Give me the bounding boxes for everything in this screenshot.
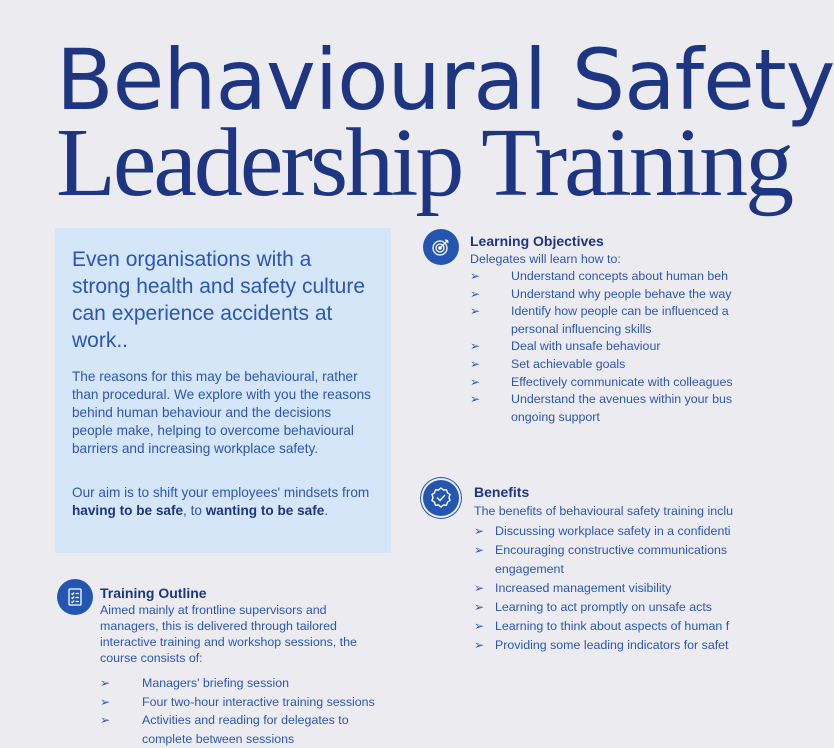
training-outline-list — [100, 674, 400, 748]
benefits-title: Benefits — [474, 484, 529, 500]
training-outline-subtitle: Aimed mainly at frontline supervisors and managers, this is delivered through tailored interactive training and workshop sessions, the course consists of: — [100, 602, 372, 666]
learning-objectives-list — [470, 268, 740, 426]
aim-emphasis-wanting: wanting to be safe — [206, 503, 325, 518]
check-badge-icon — [423, 480, 459, 516]
benefits-list — [474, 522, 739, 655]
bullet-arrow-icon: ➢ — [470, 286, 480, 304]
bullet-arrow-icon: ➢ — [474, 579, 484, 598]
aim-text-prefix: Our aim is to shift your employees' mindsets from — [72, 485, 369, 500]
intro-paragraph-aim — [72, 484, 372, 520]
bullet-arrow-icon: ➢ — [100, 693, 110, 712]
bullet-arrow-icon: ➢ — [474, 541, 484, 560]
target-icon — [423, 229, 459, 265]
bullet-arrow-icon: ➢ — [470, 374, 480, 392]
page-title-line-1: Behavioural Safety — [56, 30, 834, 130]
list-item: ➢ Discussing workplace safety in a confidenti — [474, 522, 739, 541]
list-item: ➢ Learning to act promptly on unsafe acts — [474, 598, 739, 617]
bullet-arrow-icon: ➢ — [470, 303, 480, 321]
list-item-continuation: personal influencing skills — [470, 321, 740, 339]
list-item: ➢ Effectively communicate with colleagues — [470, 374, 740, 392]
list-item: ➢ Understand why people behave the way — [470, 286, 740, 304]
list-item: ➢ Set achievable goals — [470, 356, 740, 374]
list-item: ➢ Deal with unsafe behaviour — [470, 338, 740, 356]
intro-callout-box — [55, 228, 391, 553]
list-item: ➢ Four two-hour interactive training sessions — [100, 693, 400, 712]
list-item: ➢ Understand concepts about human beh — [470, 268, 740, 286]
list-item-continuation: complete between sessions — [100, 730, 400, 748]
list-item: ➢ Activities and reading for delegates to — [100, 711, 400, 730]
list-item: ➢ Managers' briefing session — [100, 674, 400, 693]
bullet-arrow-icon: ➢ — [470, 338, 480, 356]
bullet-arrow-icon: ➢ — [470, 356, 480, 374]
aim-emphasis-having: having to be safe — [72, 503, 183, 518]
aim-text-suffix: . — [324, 503, 328, 518]
list-item: ➢ Understand the avenues within your bus — [470, 391, 740, 409]
bullet-arrow-icon: ➢ — [470, 268, 480, 286]
benefits-subtitle: The benefits of behavioural safety training inclu — [474, 503, 733, 519]
bullet-arrow-icon: ➢ — [474, 617, 484, 636]
list-item-continuation: ongoing support — [470, 409, 740, 427]
list-item: ➢ Identify how people can be influenced a — [470, 303, 740, 321]
list-item: ➢ Providing some leading indicators for safet — [474, 636, 739, 655]
checklist-icon — [57, 579, 93, 615]
learning-objectives-title: Learning Objectives — [470, 233, 604, 249]
bullet-arrow-icon: ➢ — [474, 522, 484, 541]
list-item: ➢ Increased management visibility — [474, 579, 739, 598]
list-item: ➢ Learning to think about aspects of human f — [474, 617, 739, 636]
learning-objectives-subtitle: Delegates will learn how to: — [470, 251, 621, 267]
bullet-arrow-icon: ➢ — [470, 391, 480, 409]
bullet-arrow-icon: ➢ — [100, 674, 110, 693]
training-outline-title: Training Outline — [100, 585, 207, 601]
bullet-arrow-icon: ➢ — [100, 711, 110, 730]
list-item: ➢ Encouraging constructive communications — [474, 541, 739, 560]
list-item-continuation: engagement — [474, 560, 739, 579]
bullet-arrow-icon: ➢ — [474, 598, 484, 617]
intro-paragraph-reasons: The reasons for this may be behavioural, rather than procedural. We explore with you the reasons behind human behaviour and the decisions people make, helping to overcome behavioural barriers and increasing workplace safety. — [72, 368, 372, 458]
page-title-line-2: Leadership Training — [56, 108, 791, 218]
bullet-arrow-icon: ➢ — [474, 636, 484, 655]
intro-heading: Even organisations with a strong health and safety culture can experience accidents at work.. — [72, 246, 372, 354]
aim-text-mid: , to — [183, 503, 206, 518]
